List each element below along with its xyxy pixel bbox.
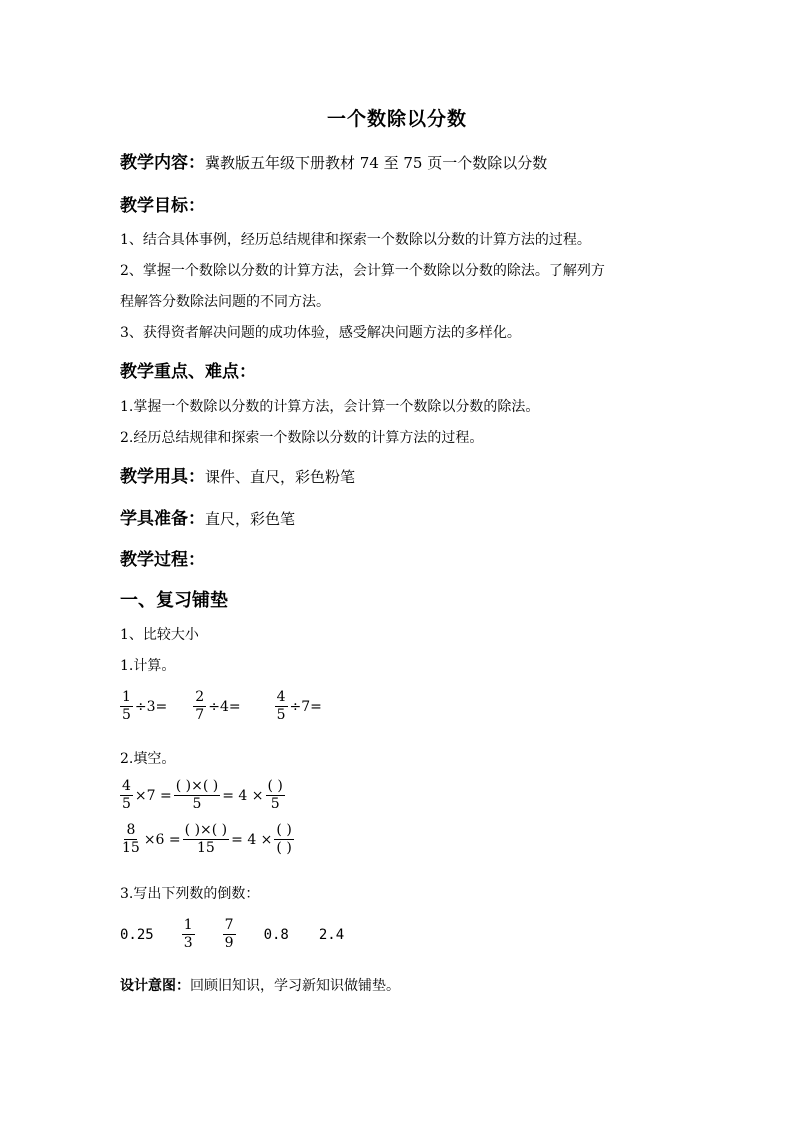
content-label: 教学内容： [120,153,205,173]
design-value: 回顾旧知识，学习新知识做铺垫。 [190,978,400,994]
fraction: $\frac{( )\times( )}{5}$ [175,778,219,813]
fraction: $\frac{4}{5}$ [122,778,131,813]
content-value: 冀教版五年级下册教材 74 至 75 页一个数除以分数 [205,154,548,172]
goal-item: 1、结合具体事例，经历总结规律和探索一个数除以分数的计算方法的过程。 [120,232,591,248]
tools-line [120,462,355,487]
compare-label: 1、比较大小 [120,627,199,643]
goals-heading: 教学目标： [120,196,205,216]
fill-equation-1: $\frac{4}{5}$ ×7 = $\frac{( )\times( )}{5}$ = 4 × $\frac{( )}{5}$ [122,778,283,813]
design-label: 设计意图： [120,978,190,994]
goal-item: 3、获得资者解决问题的成功体验，感受解决问题方法的多样化。 [120,325,521,341]
calc-label: 1.计算。 [120,658,176,674]
fraction: $\frac{4}{5}$ [276,689,286,724]
section-heading: 一、复习铺垫 [120,590,228,611]
fraction: $\frac{( )\times( )}{15}$ [184,822,228,857]
goal-item: 程解答分数除法问题的不同方法。 [120,294,330,310]
fraction: $\frac{( )}{( )}$ [276,822,292,857]
keypoints-heading: 教学重点、难点： [120,362,256,382]
process-heading: 教学过程： [120,550,205,570]
fill-label: 2.填空。 [120,751,176,767]
page-title: 一个数除以分数 [326,108,467,130]
tools-label: 教学用具： [120,467,205,487]
goal-item: 2、掌握一个数除以分数的计算方法，会计算一个数除以分数的除法。了解列方 [120,263,605,279]
student-tools-line [120,504,295,529]
fraction: $\frac{( )}{5}$ [267,778,283,813]
fraction: $\frac{8}{15}$ [122,822,140,857]
keypoint-item: 1.掌握一个数除以分数的计算方法，会计算一个数除以分数的除法。 [120,399,540,415]
fraction: $\frac{7}{9}$ [224,917,234,952]
student-tools-value: 直尺，彩色笔 [205,510,296,528]
fraction: $\frac{2}{7}$ [195,689,205,724]
tools-value: 课件、直尺，彩色粉笔 [205,468,356,486]
fraction: $\frac{1}{5}$ [122,689,131,724]
student-tools-label: 学具准备： [120,509,205,529]
reciprocal-row: 0.25 $\frac{1}{3}$ $\frac{7}{9}$ 0.8 2.4 [120,917,345,952]
fraction: $\frac{1}{3}$ [183,917,193,952]
reciprocal-label: 3.写出下列数的倒数： [120,886,260,902]
calc-row: $\frac{1}{5}$ ÷3= $\frac{2}{7}$ ÷4= $\frac{4}{5}$ ÷7= [122,689,322,724]
design-line [120,975,400,995]
content-line [120,148,547,173]
keypoint-item: 2.经历总结规律和探索一个数除以分数的计算方法的过程。 [120,430,484,446]
fill-equation-2: $\frac{8}{15}$ ×6 = $\frac{( )\times( )}{15}$ = 4 × $\frac{( )}{( )}$ [122,822,292,857]
